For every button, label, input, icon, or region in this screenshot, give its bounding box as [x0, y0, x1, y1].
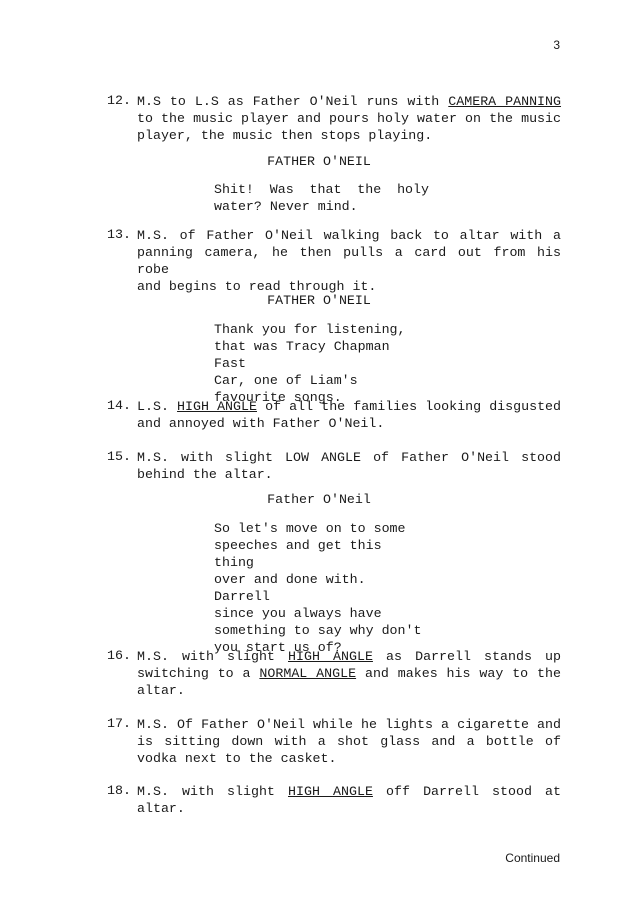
scene-16 — [90, 648, 562, 699]
scene-text-segment: M.S to L.S as Father O'Neil runs with — [137, 94, 449, 109]
scene-text-segment: off Darrell stood at — [372, 784, 561, 799]
scene-description — [137, 449, 561, 483]
scene-text-segment: of all the families looking disgusted — [256, 399, 562, 414]
scene-line — [137, 783, 561, 800]
scene-number: 14. — [107, 398, 131, 413]
camera-direction: CAMERA PANNING — [448, 94, 562, 109]
dialogue-line: since you always have — [214, 606, 382, 621]
scene-description — [137, 93, 561, 144]
scene-description — [137, 783, 561, 817]
character-name: FATHER O'NEIL — [267, 293, 371, 308]
scene-line — [137, 665, 561, 682]
scene-line — [137, 227, 561, 244]
scene-line — [137, 398, 561, 415]
scene-17 — [90, 716, 562, 767]
character-name: FATHER O'NEIL — [267, 154, 371, 169]
scene-line — [137, 415, 561, 432]
scene-text-segment: and begins to read through it. — [137, 279, 377, 294]
scene-text-segment: vodka next to the casket. — [137, 751, 337, 766]
scene-13 — [90, 227, 562, 295]
scene-text-segment: altar. — [137, 801, 185, 816]
scene-text-segment: switching to a — [137, 666, 260, 681]
scene-text-segment: M.S. Of Father O'Neil while he lights a cigarette and — [137, 717, 561, 732]
scene-line — [137, 449, 561, 466]
scene-text-segment: M.S. of Father O'Neil walking back to altar with a — [137, 228, 561, 243]
scene-number: 18. — [107, 783, 131, 798]
continued-label: Continued — [505, 851, 560, 865]
dialogue-line: water? Never mind. — [214, 199, 358, 214]
character-name: Father O'Neil — [267, 492, 371, 507]
scene-15 — [90, 449, 562, 483]
dialogue-line: that was Tracy Chapman Fast — [214, 339, 390, 371]
camera-direction: NORMAL ANGLE — [259, 666, 357, 681]
scene-number: 16. — [107, 648, 131, 663]
scene-line — [137, 733, 561, 750]
scene-text-segment: as Darrell stands up — [372, 649, 561, 664]
page-number: 3 — [553, 38, 560, 52]
dialogue-line: Car, one of Liam's — [214, 373, 358, 388]
scene-line — [137, 800, 561, 817]
dialogue-block — [214, 181, 429, 215]
dialogue-line: over and done with. Darrell — [214, 572, 366, 604]
dialogue-line: you start us of? — [214, 640, 342, 655]
scene-line — [137, 466, 561, 483]
scene-number: 13. — [107, 227, 131, 242]
scene-line — [137, 127, 561, 144]
scene-text-segment: and annoyed with Father O'Neil. — [137, 416, 385, 431]
scene-text-segment: and makes his way to the — [356, 666, 561, 681]
dialogue-line: Thank you for listening, — [214, 322, 406, 337]
scene-text-segment: M.S. with slight — [137, 784, 289, 799]
scene-18 — [90, 783, 562, 817]
dialogue-block — [214, 321, 429, 406]
scene-line — [137, 716, 561, 733]
scene-text-segment: M.S. with slight — [137, 649, 289, 664]
scene-description — [137, 227, 561, 295]
scene-description — [137, 716, 561, 767]
scene-text-segment: panning camera, he then pulls a card out from his robe — [137, 245, 561, 277]
dialogue-line: favourite songs. — [214, 390, 342, 405]
scene-text-segment: behind the altar. — [137, 467, 273, 482]
scene-line — [137, 648, 561, 665]
scene-line — [137, 244, 561, 278]
scene-line — [137, 110, 561, 127]
scene-text-segment: player, the music then stops playing. — [137, 128, 433, 143]
dialogue-line: something to say why don't — [214, 623, 422, 638]
scene-line — [137, 682, 561, 699]
scene-12 — [90, 93, 562, 144]
scene-text-segment: L.S. — [137, 399, 178, 414]
scene-line — [137, 750, 561, 767]
scene-line — [137, 93, 561, 110]
scene-14 — [90, 398, 562, 432]
scene-text-segment: M.S. with slight LOW ANGLE of Father O'Neil stood — [137, 450, 561, 465]
scene-text-segment: altar. — [137, 683, 185, 698]
scene-number: 15. — [107, 449, 131, 464]
camera-direction: HIGH ANGLE — [288, 784, 373, 799]
scene-number: 17. — [107, 716, 131, 731]
camera-direction: HIGH ANGLE — [177, 399, 257, 414]
scene-description — [137, 398, 561, 432]
dialogue-line: speeches and get this thing — [214, 538, 382, 570]
scene-number: 12. — [107, 93, 131, 108]
dialogue-line: So let's move on to some — [214, 521, 406, 536]
scene-description — [137, 648, 561, 699]
dialogue-block — [214, 520, 429, 656]
scene-text-segment: to the music player and pours holy water on the music — [137, 111, 561, 126]
scene-text-segment: is sitting down with a shot glass and a bottle of — [137, 734, 561, 749]
camera-direction: HIGH ANGLE — [288, 649, 373, 664]
dialogue-line: Shit! Was that the holy — [214, 182, 429, 197]
